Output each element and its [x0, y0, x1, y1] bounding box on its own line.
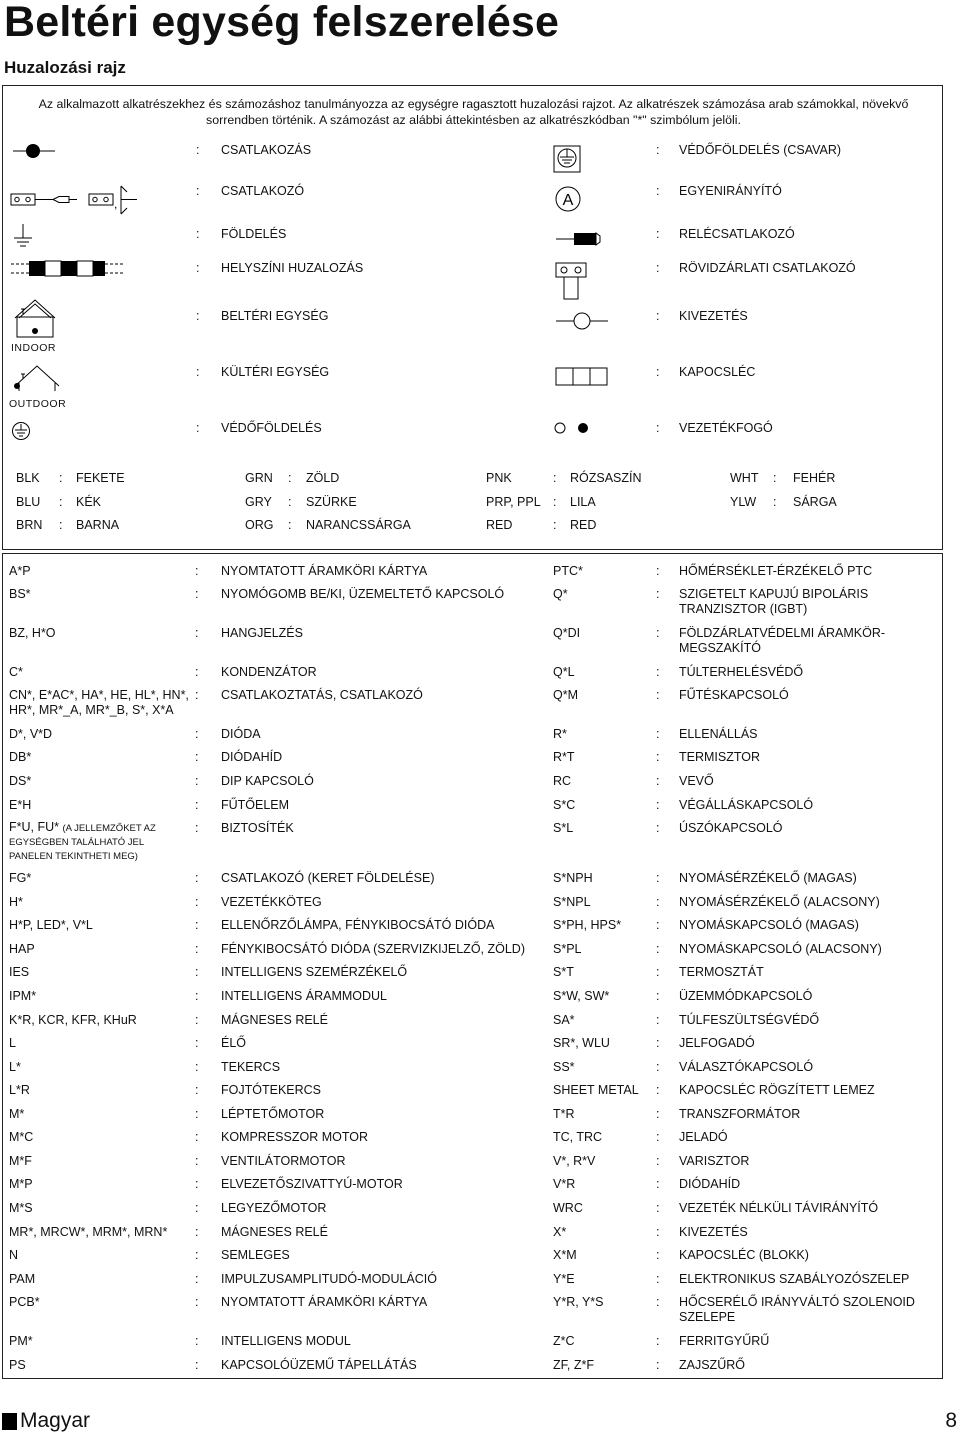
separator: :: [656, 774, 660, 788]
code-cell: Q*L: [553, 665, 575, 679]
svg-text:,: ,: [114, 197, 118, 211]
code-cell: X*: [553, 1225, 567, 1239]
code-cell: A*P: [9, 564, 31, 578]
code-cell: MR*, MRCW*, MRM*, MRN*: [9, 1225, 168, 1239]
intro-text: Az alkalmazott alkatrészekhez és számozáshoz tanulmányozza az egységre ragasztott huzalozási rajzot. Az alkatrészek számozása arab számokkal, növekvő sorrendben történik. A számozást az alábbi áttekintésben az alkatrészkódban "*" szimbólum jelöli.: [38, 97, 909, 127]
code-cell: R*: [553, 727, 567, 741]
code-cell: M*: [9, 1107, 25, 1121]
code-cell: HAP: [9, 942, 35, 956]
description-cell: TRANSZFORMÁTOR: [679, 1107, 801, 1121]
field-wiring-icon: [11, 261, 125, 276]
description-cell: ELEKTRONIKUS SZABÁLYOZÓSZELEP: [679, 1272, 910, 1286]
description-cell: FŰTŐELEM: [221, 798, 290, 812]
code-cell: L: [9, 1036, 16, 1050]
separator: :: [195, 750, 199, 764]
symbol-label-connection: CSATLAKOZÁS: [221, 143, 312, 157]
code-cell: S*W, SW*: [553, 989, 610, 1003]
symbol-label-earth-screw: VÉDŐFÖLDELÉS (CSAVAR): [679, 143, 842, 157]
separator: :: [656, 1013, 660, 1027]
separator: :: [656, 1334, 660, 1348]
code-cell: X*M: [553, 1248, 577, 1262]
code-cell: M*S: [9, 1201, 33, 1215]
separator: :: [195, 587, 199, 601]
code-cell: IES: [9, 965, 30, 979]
symbol-label-protective-earth: VÉDŐFÖLDELÉS: [221, 421, 322, 435]
description-cell: HŐMÉRSÉKLET-ÉRZÉKELŐ PTC: [679, 564, 873, 578]
code-cell: H*P, LED*, V*L: [9, 918, 93, 932]
code-cell: Z*C: [553, 1334, 575, 1348]
separator: :: [656, 1248, 660, 1262]
description-cell: CSATLAKOZTATÁS, CSATLAKOZÓ: [221, 688, 423, 702]
symbol-label-rectifier: EGYENIRÁNYÍTÓ: [679, 184, 782, 198]
description-cell: VEZETÉKKÖTEG: [221, 895, 322, 909]
description-cell: SEMLEGES: [221, 1248, 290, 1262]
separator: :: [195, 1036, 199, 1050]
symbol-label-outdoor: KÜLTÉRI EGYSÉG: [221, 365, 330, 379]
symbol-label-short-circuit: RÖVIDZÁRLATI CSATLAKOZÓ: [679, 261, 856, 275]
description-cell: IMPULZUSAMPLITUDÓ-MODULÁCIÓ: [221, 1272, 437, 1286]
separator: :: [195, 1083, 199, 1097]
separator: :: [656, 895, 660, 909]
description-cell: VARISZTOR: [679, 1154, 750, 1168]
code-cell: CN*, E*AC*, HA*, HE, HL*, HN*, HR*, MR*_A, MR*_B, S*, X*A: [9, 688, 189, 717]
description-cell: KIVEZETÉS: [679, 1225, 748, 1239]
separator: :: [195, 774, 199, 788]
symbol-label-wire-clamp: VEZETÉKFOGÓ: [679, 421, 773, 435]
description-cell: DIÓDAHÍD: [221, 750, 283, 764]
code-cell: L*R: [9, 1083, 30, 1097]
wire-clamp-icon: [555, 423, 588, 433]
separator: :: [195, 1248, 199, 1262]
description-cell: KAPOCSLÉC (BLOKK): [679, 1248, 809, 1262]
code-cell: RC: [553, 774, 572, 788]
separator: :: [656, 1177, 660, 1191]
description-cell: INTELLIGENS SZEMÉRZÉKELŐ: [221, 965, 408, 979]
code-cell: Y*E: [553, 1272, 575, 1286]
separator: :: [195, 1060, 199, 1074]
symbol-label-relay-connector: RELÉCSATLAKOZÓ: [679, 227, 795, 241]
code-cell: SS*: [553, 1060, 575, 1074]
description-cell: NYOMÓGOMB BE/KI, ÜZEMELTETŐ KAPCSOLÓ: [221, 587, 505, 601]
separator: :: [195, 727, 199, 741]
separator: :: [656, 1130, 660, 1144]
code-cell: SR*, WLU: [553, 1036, 610, 1050]
page-number: 8: [945, 1409, 957, 1432]
separator: :: [195, 918, 199, 932]
code-cell: TC, TRC: [553, 1130, 603, 1144]
outdoor-unit-icon: [15, 366, 59, 391]
description-cell: MÁGNESES RELÉ: [221, 1225, 328, 1239]
description-cell: NYOMÁSKAPCSOLÓ (MAGAS): [679, 918, 859, 932]
description-cell: INTELLIGENS ÁRAMMODUL: [221, 989, 388, 1003]
description-cell: TERMOSZTÁT: [679, 965, 764, 979]
code-cell: WRC: [553, 1201, 583, 1215]
symbol-label-terminal: KIVEZETÉS: [679, 309, 748, 323]
description-cell: ZAJSZŰRŐ: [679, 1358, 745, 1372]
description-cell: VEVŐ: [679, 774, 714, 788]
separator: :: [195, 1177, 199, 1191]
description-cell: VÁLASZTÓKAPCSOLÓ: [679, 1060, 814, 1074]
separator: :: [656, 918, 660, 932]
code-cell: PCB*: [9, 1295, 40, 1309]
component-code-box: [2, 553, 943, 1379]
description-cell: ÜZEMMÓDKAPCSOLÓ: [679, 989, 813, 1003]
protective-earth-icon: [13, 423, 30, 440]
short-circuit-connector-icon: [556, 263, 586, 299]
code-cell: K*R, KCR, KFR, KHuR: [9, 1013, 137, 1027]
code-cell: H*: [9, 895, 23, 909]
separator: :: [656, 1272, 660, 1286]
separator: :: [195, 1358, 199, 1372]
separator: :: [656, 727, 660, 741]
code-cell: C*: [9, 665, 23, 679]
code-cell: E*H: [9, 798, 32, 812]
code-cell: IPM*: [9, 989, 37, 1003]
code-cell: BS*: [9, 587, 31, 601]
separator: :: [195, 895, 199, 909]
page-subtitle: Huzalozási rajz: [4, 58, 126, 77]
code-text: F*U, FU*: [9, 820, 59, 834]
code-note: (A JELLEMZŐKET AZ EGYSÉGBEN TALÁLHATÓ JEL PANELEN TEKINTHETI MEG): [9, 823, 156, 862]
description-cell: MÁGNESES RELÉ: [221, 1013, 328, 1027]
code-cell: V*R: [553, 1177, 576, 1191]
description-cell: FÖLDZÁRLATVÉDELMI ÁRAMKÖR-MEGSZAKÍTÓ: [679, 626, 886, 655]
separator: :: [656, 1154, 660, 1168]
terminal-strip-icon: [556, 368, 607, 385]
ground-icon: [14, 224, 32, 246]
separator: :: [195, 564, 199, 578]
code-cell: L*: [9, 1060, 21, 1074]
separator: :: [656, 821, 660, 835]
rectifier-glyph: A: [562, 192, 574, 209]
code-cell: BZ, H*O: [9, 626, 56, 640]
description-cell: TÚLFESZÜLTSÉGVÉDŐ: [679, 1013, 820, 1027]
symbol-label-terminal-strip: KAPOCSLÉC: [679, 365, 756, 379]
square-bullet-icon: [2, 1413, 17, 1430]
separator: :: [656, 965, 660, 979]
separator: :: [195, 1295, 199, 1309]
description-cell: TÚLTERHELÉSVÉDŐ: [679, 665, 804, 679]
separator: :: [195, 989, 199, 1003]
separator: :: [195, 688, 199, 702]
separator: :: [195, 1013, 199, 1027]
description-cell: NYOMÁSÉRZÉKELŐ (ALACSONY): [679, 895, 880, 909]
description-cell: HŐCSERÉLŐ IRÁNYVÁLTÓ SZOLENOID SZELEPE: [679, 1295, 915, 1324]
symbol-label-ground: FÖLDELÉS: [221, 227, 287, 241]
symbol-legend-box: Az alkalmazott alkatrészekhez és számozáshoz tanulmányozza az egységre ragasztott huzalozási rajzot. Az alkatrészek számozása arab számokkal, növekvő sorrendben történik. A számozást az alábbi áttekintésben az alkatrészkódban "*" szimbólum jelöli. , A INDOOR OUTDOOR : CSATLAKOZÁS : CSATLAKOZÓ : FÖLDELÉS : HELYSZÍNI HUZALOZÁS : BELTÉRI EGYSÉG : KÜLTÉRI EGYSÉG : VÉDŐFÖLDELÉS : VÉDŐFÖLDELÉS (CSAVAR) : EGYENIRÁNYÍTÓ : RELÉCSATLAKOZÓ : RÖVIDZÁRLATI CSATLAKOZÓ : KIVEZETÉS : KAPOCSLÉC : VEZETÉKFOGÓ BLK : FEKETE GRN : ZÖLD PNK : RÓZSASZÍN WHT : FEHÉR BLU : KÉK GRY : SZÜRKE PRP, PPL : LILA YLW : SÁRGA BRN : BARNA ORG : NARANCSSÁRGA RED : RED: [2, 85, 943, 550]
separator: :: [195, 871, 199, 885]
separator: :: [656, 1201, 660, 1215]
page-title: Beltéri egység felszerelése: [4, 0, 560, 46]
description-cell: LEGYEZŐMOTOR: [221, 1201, 327, 1215]
code-cell: ZF, Z*F: [553, 1358, 594, 1372]
code-cell: S*NPH: [553, 871, 593, 885]
description-cell: FŰTÉSKAPCSOLÓ: [679, 688, 789, 702]
connector-icon: [11, 186, 137, 214]
description-cell: ELLENÁLLÁS: [679, 727, 758, 741]
code-cell: S*C: [553, 798, 576, 812]
description-cell: JELADÓ: [679, 1130, 728, 1144]
separator: :: [656, 626, 660, 640]
separator: :: [656, 1036, 660, 1050]
separator: :: [195, 665, 199, 679]
description-cell: NYOMÁSÉRZÉKELŐ (MAGAS): [679, 871, 857, 885]
description-cell: DIÓDA: [221, 727, 261, 741]
code-cell: Q*DI: [553, 626, 581, 640]
separator: :: [195, 1201, 199, 1215]
description-cell: HANGJELZÉS: [221, 626, 303, 640]
separator: :: [195, 1272, 199, 1286]
description-cell: LÉPTETŐMOTOR: [221, 1107, 325, 1121]
description-cell: VENTILÁTORMOTOR: [221, 1154, 346, 1168]
code-cell: M*F: [9, 1154, 32, 1168]
indoor-caption: INDOOR: [11, 342, 56, 354]
description-cell: KAPCSOLÓÜZEMŰ TÁPELLÁTÁS: [221, 1358, 417, 1372]
description-cell: NYOMTATOTT ÁRAMKÖRI KÁRTYA: [221, 564, 428, 578]
description-cell: BIZTOSÍTÉK: [221, 821, 294, 835]
separator: :: [656, 942, 660, 956]
symbol-label-field-wiring: HELYSZÍNI HUZALOZÁS: [221, 261, 364, 275]
description-cell: SZIGETELT KAPUJÚ BIPOLÁRIS TRANZISZTOR (IGBT): [679, 587, 869, 616]
code-cell: PTC*: [553, 564, 583, 578]
separator: :: [656, 798, 660, 812]
code-cell: R*T: [553, 750, 575, 764]
separator: :: [656, 564, 660, 578]
code-cell: V*, R*V: [553, 1154, 596, 1168]
terminal-icon: [556, 313, 608, 329]
connection-dot-icon: [13, 144, 55, 158]
code-cell: S*PL: [553, 942, 582, 956]
separator: :: [195, 1107, 199, 1121]
description-cell: NYOMTATOTT ÁRAMKÖRI KÁRTYA: [221, 1295, 428, 1309]
description-cell: TEKERCS: [221, 1060, 281, 1074]
description-cell: KAPOCSLÉC RÖGZÍTETT LEMEZ: [679, 1083, 875, 1097]
relay-connector-icon: [556, 233, 600, 245]
code-cell: S*PH, HPS*: [553, 918, 622, 932]
separator: :: [656, 1358, 660, 1372]
separator: :: [656, 688, 660, 702]
description-cell: ÉLŐ: [221, 1036, 247, 1050]
separator: :: [656, 750, 660, 764]
code-cell: SHEET METAL: [553, 1083, 639, 1097]
description-cell: VÉGÁLLÁSKAPCSOLÓ: [679, 798, 814, 812]
description-cell: KOMPRESSZOR MOTOR: [221, 1130, 369, 1144]
symbol-label-indoor: BELTÉRI EGYSÉG: [221, 309, 329, 323]
code-cell: SA*: [553, 1013, 575, 1027]
description-cell: ELLENŐRZŐLÁMPA, FÉNYKIBOCSÁTÓ DIÓDA: [221, 918, 495, 932]
description-cell: CSATLAKOZÓ (KERET FÖLDELÉSE): [221, 871, 435, 885]
description-cell: TERMISZTOR: [679, 750, 761, 764]
separator: :: [195, 1334, 199, 1348]
code-cell: M*P: [9, 1177, 33, 1191]
separator: :: [195, 942, 199, 956]
code-cell: M*C: [9, 1130, 34, 1144]
symbol-label-connector: CSATLAKOZÓ: [221, 184, 305, 198]
description-cell: VEZETÉK NÉLKÜLI TÁVIRÁNYÍTÓ: [679, 1201, 879, 1215]
separator: :: [656, 989, 660, 1003]
separator: :: [656, 1295, 660, 1309]
description-cell: FERRITGYŰRŰ: [679, 1334, 770, 1348]
code-cell: S*NPL: [553, 895, 591, 909]
code-cell: DS*: [9, 774, 32, 788]
separator: :: [195, 1225, 199, 1239]
code-cell: S*L: [553, 821, 574, 835]
code-cell: DB*: [9, 750, 32, 764]
description-cell: ELVEZETŐSZIVATTYÚ-MOTOR: [221, 1177, 403, 1191]
description-cell: DIÓDAHÍD: [679, 1177, 741, 1191]
code-cell: Q*M: [553, 688, 578, 702]
separator: :: [656, 587, 660, 601]
separator: :: [195, 1130, 199, 1144]
separator: :: [656, 1107, 660, 1121]
code-cell: N: [9, 1248, 19, 1262]
code-cell: Q*: [553, 587, 568, 601]
description-cell: NYOMÁSKAPCSOLÓ (ALACSONY): [679, 942, 882, 956]
description-cell: INTELLIGENS MODUL: [221, 1334, 351, 1348]
description-cell: FÉNYKIBOCSÁTÓ DIÓDA (SZERVIZKIJELZŐ, ZÖLD): [221, 942, 525, 956]
separator: :: [195, 821, 199, 835]
code-cell: S*T: [553, 965, 574, 979]
separator: :: [195, 626, 199, 640]
description-cell: JELFOGADÓ: [679, 1036, 755, 1050]
description-cell: FOJTÓTEKERCS: [221, 1083, 322, 1097]
code-cell: PS: [9, 1358, 26, 1372]
separator: :: [195, 798, 199, 812]
code-cell: Y*R, Y*S: [553, 1295, 604, 1309]
code-cell: [9, 821, 169, 863]
code-cell: D*, V*D: [9, 727, 53, 741]
description-cell: KONDENZÁTOR: [221, 665, 317, 679]
separator: :: [195, 965, 199, 979]
outdoor-caption: OUTDOOR: [9, 398, 67, 410]
description-cell: ÚSZÓKAPCSOLÓ: [679, 821, 783, 835]
code-cell: T*R: [553, 1107, 575, 1121]
separator: :: [656, 1225, 660, 1239]
footer-language: Magyar: [2, 1409, 90, 1433]
separator: :: [656, 871, 660, 885]
protective-earth-screw-icon: [554, 146, 580, 172]
separator: :: [195, 1154, 199, 1168]
separator: :: [656, 1083, 660, 1097]
code-cell: PM*: [9, 1334, 33, 1348]
code-cell: PAM: [9, 1272, 36, 1286]
separator: :: [656, 665, 660, 679]
description-cell: DIP KAPCSOLÓ: [221, 774, 314, 788]
separator: :: [656, 1060, 660, 1074]
code-cell: FG*: [9, 871, 32, 885]
